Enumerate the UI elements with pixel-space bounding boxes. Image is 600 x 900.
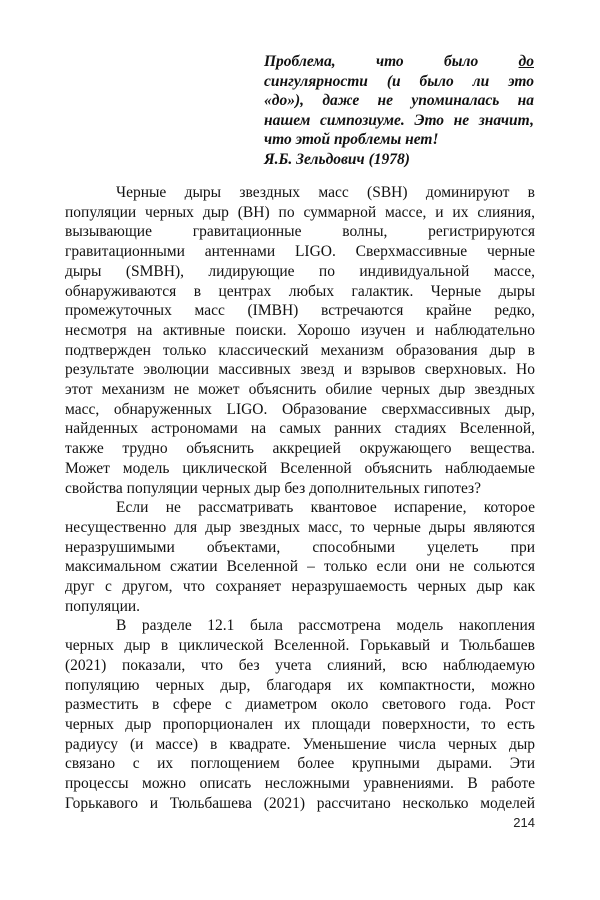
text-line: Черные дыры звездных масс (SBH) доминируют в [116,184,535,201]
paragraph-2 [65,498,535,616]
epigraph-line-4: нашем симпозиуме. Это не значит, [264,111,534,129]
text-line: (2021) показали, что без учета слияний, всю наблюдаемую [65,656,535,674]
epigraph-underlined-word: до [518,53,534,70]
text-line: результате эволюции массивных звезд и взрывов сверхновых. Но [65,361,535,379]
epigraph-word: что [375,53,404,70]
text-line: дыры (SMBH), лидирующие по индивидуальной массе, [65,262,535,280]
text-line: свойства популяции черных дыр без дополнительных гипотез? [65,479,482,497]
text-line: Может модель циклической Вселенной объяснить наблюдаемые [65,459,535,477]
epigraph-line-2: сингулярности (и было ли это [264,72,534,90]
text-line: максимальном сжатии Вселенной – только если они не сольются [65,558,535,576]
epigraph-line-5: что этой проблемы нет! [264,131,439,148]
text-line: обнаруживаются в центрах любых галактик. Черные дыры [65,282,535,300]
text-line: разместить в сфере с диаметром около светового года. Рост [65,696,535,714]
main-text [65,183,535,814]
paragraph-1 [65,183,535,498]
text-line: гравитационными антеннами LIGO. Сверхмассивные черные [65,243,535,261]
text-line: друг с другом, что сохраняет неразрушаемость черных дыр как [65,578,535,596]
text-line: популяции черных дыр (BH) по суммарной массе, и их слияния, [65,203,535,221]
text-line: процессы можно описать несложными уравнениями. В работе [65,775,535,793]
epigraph-word: было [444,53,479,70]
text-line: В разделе 12.1 была рассмотрена модель накопления [116,617,535,635]
text-line: Горькавого и Тюльбашева (2021) рассчитано несколько моделей [65,794,535,812]
text-line: масс, обнаруженных LIGO. Образование сверхмассивных дыр, [65,400,535,418]
text-line: популяции. [65,597,141,615]
text-line: несмотря на активные поиски. Хорошо изучен и наблюдательно [65,321,535,339]
text-line: также трудно объяснить аккрецией окружающего вещества. [65,440,535,458]
text-line: связано с их поглощением более крупными дырами. Эти [65,755,535,773]
page-number: 214 [513,815,535,830]
text-line: найденных астрономами на самых ранних стадиях Вселенной, [65,420,535,438]
text-line: этот механизм не может объяснить обилие черных дыр звездных [65,381,535,399]
text-line: неразрушимыми объектами, способными уцелеть при [65,538,535,556]
text-line: подтвержден только классический механизм образования дыр в [65,341,535,359]
text-line: популяцию черных дыр, благодаря их компактности, можно [65,676,535,694]
epigraph [264,52,534,169]
epigraph-line-3: «до»), даже не упоминалась на [264,92,534,109]
epigraph-author: Я.Б. Зельдович (1978) [264,150,410,168]
text-line: Если не рассматривать квантовое испарение, которое [116,499,535,517]
text-line: промежуточных масс (IMBH) встречаются крайне редко, [65,302,535,320]
text-line: несущественно для дыр звездных масс, то черные дыры являются [65,518,535,536]
paragraph-3 [65,616,535,813]
epigraph-line-1 [264,52,534,72]
text-line: черных дыр пропорционален их площади поверхности, то есть [65,715,535,733]
text-line: черных дыр в циклической Вселенной. Горькавый и Тюльбашев [65,637,535,655]
text-line: вызывающие гравитационные волны, регистрируются [65,223,535,241]
text-line: радиусу (и массе) в квадрате. Уменьшение числа черных дыр [65,735,535,753]
epigraph-word: Проблема, [264,53,336,70]
